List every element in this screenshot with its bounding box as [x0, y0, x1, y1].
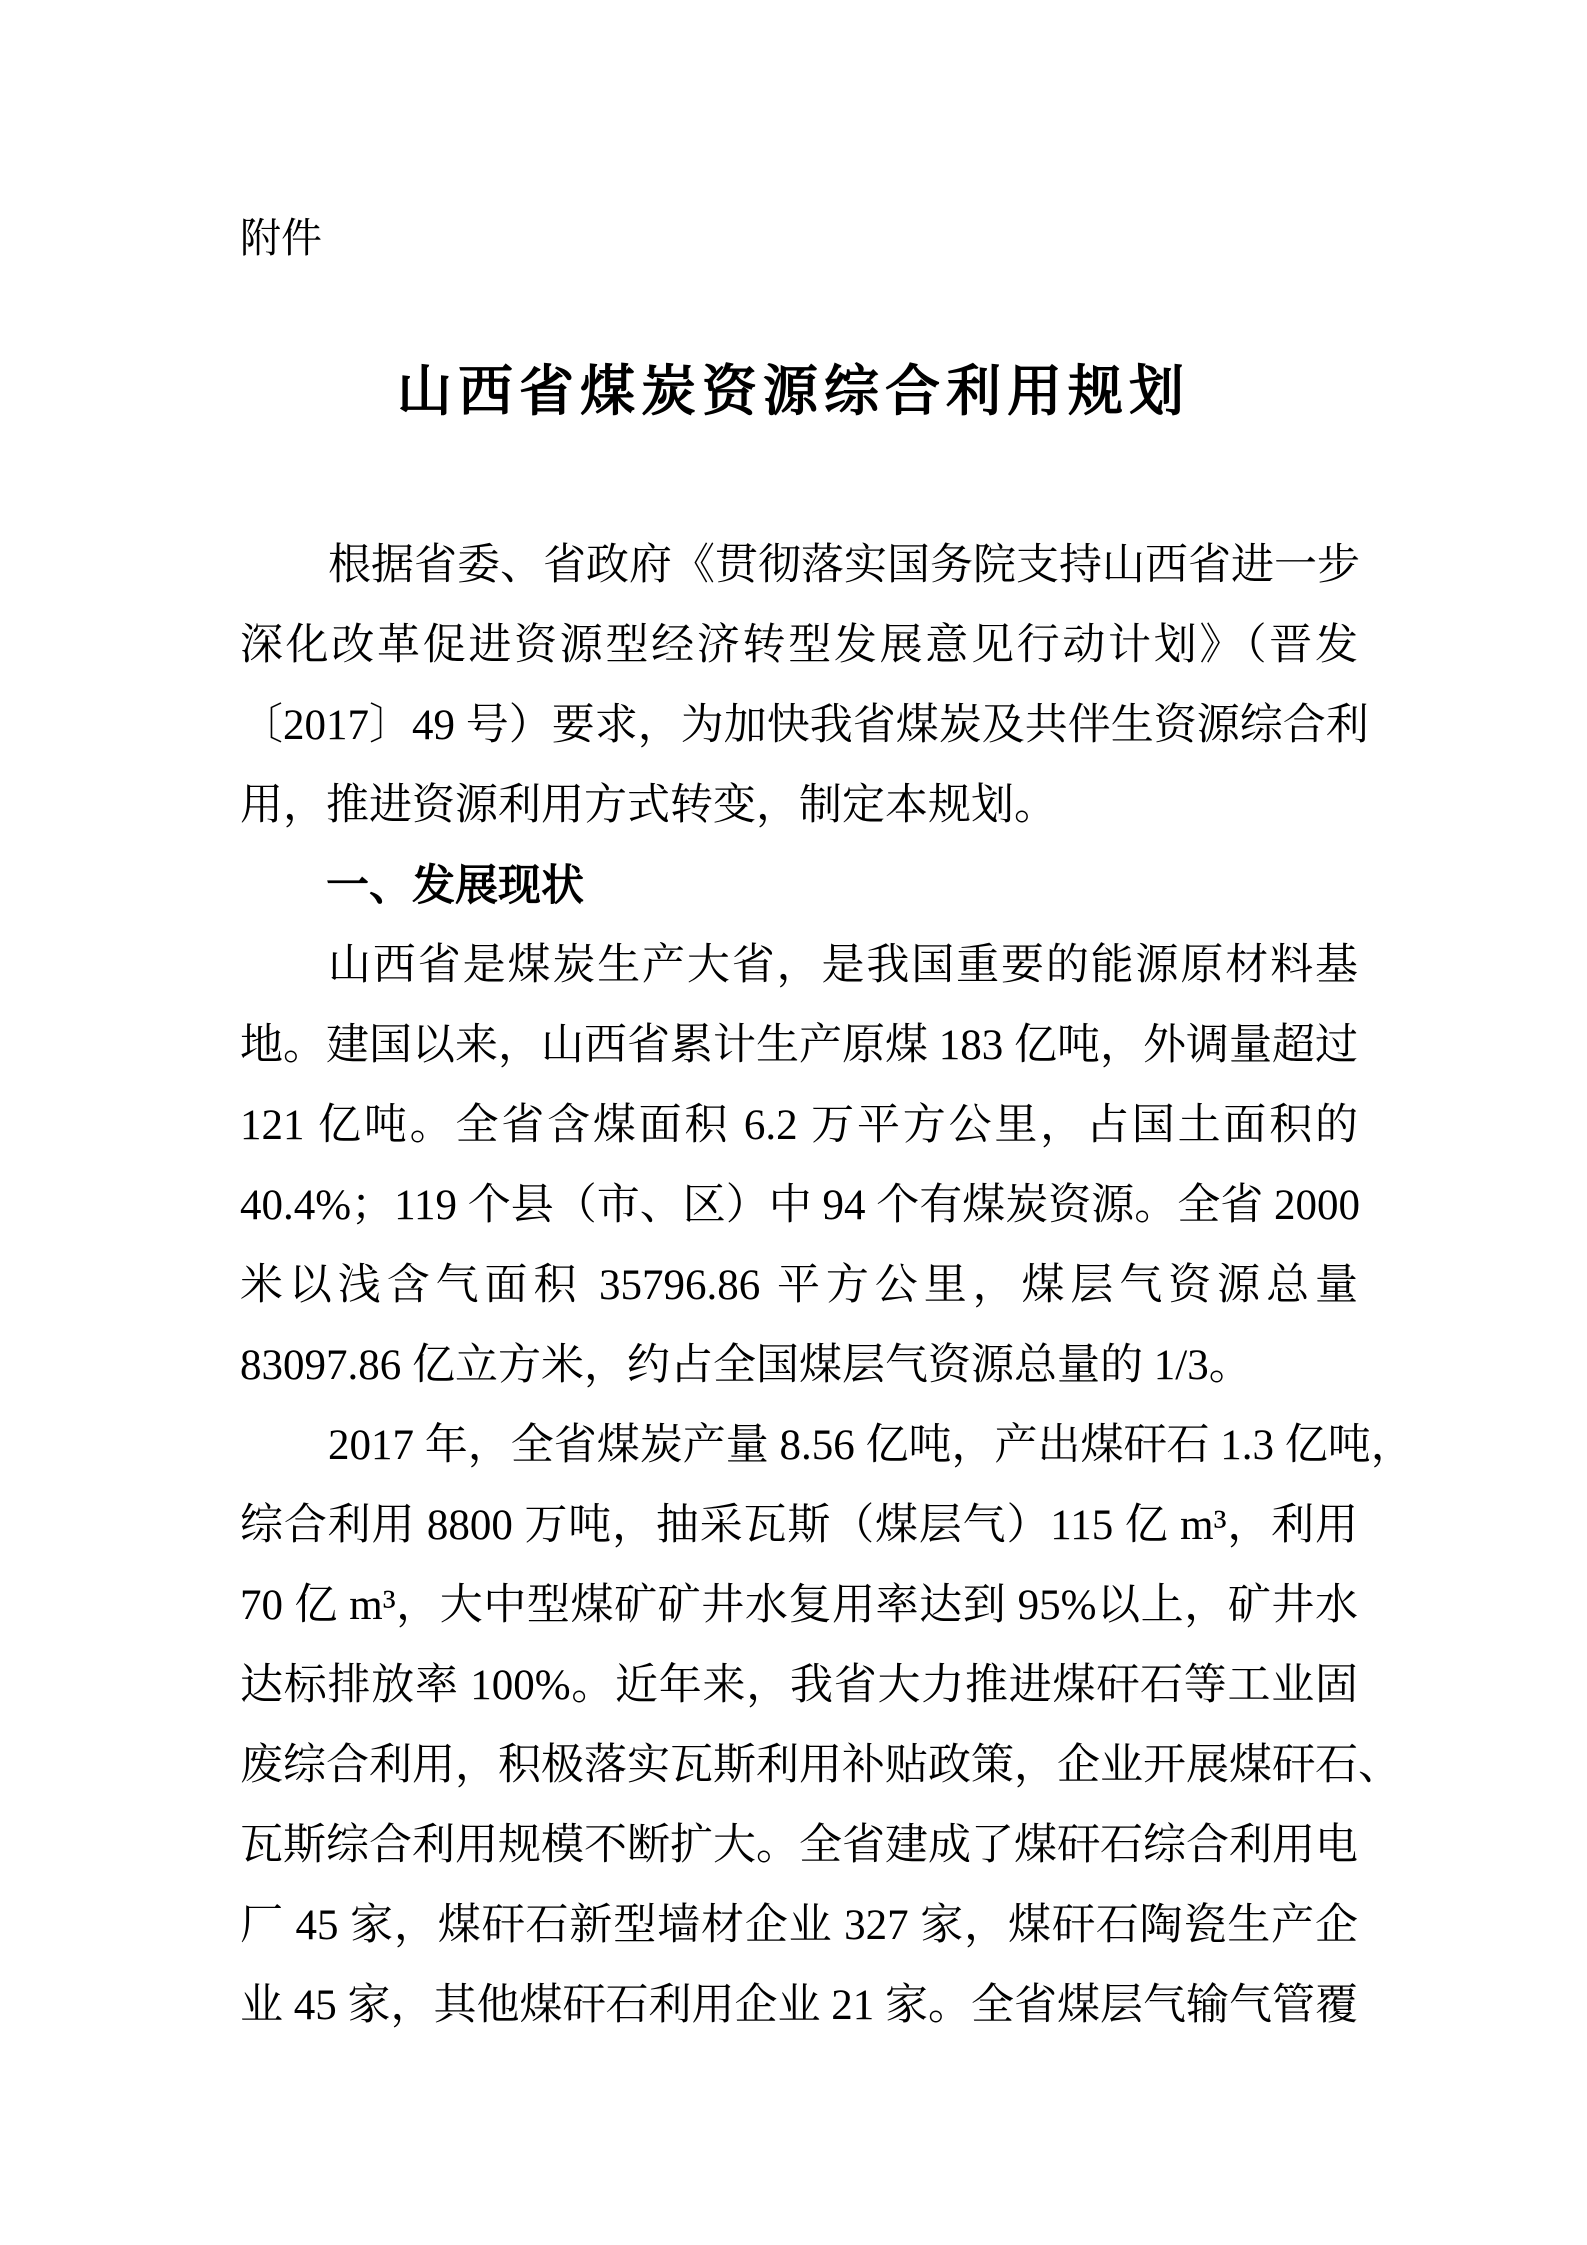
paragraph-line: 83097.86 亿立方米，约占全国煤层气资源总量的 1/3。: [240, 1342, 1252, 1389]
paragraph-line: 用，推进资源利用方式转变，制定本规划。: [240, 782, 1057, 829]
paragraph-line: 瓦斯综合利用规模不断扩大。全省建成了煤矸石综合利用电: [240, 1822, 1358, 1869]
document-title: 山西省煤炭资源综合利用规划: [396, 360, 1190, 422]
paragraph-line: 综合利用 8800 万吨，抽采瓦斯（煤层气）115 亿 m³，利用: [240, 1502, 1358, 1549]
paragraph-line: 山西省是煤炭生产大省，是我国重要的能源原材料基: [328, 942, 1358, 989]
attachment-label: 附件: [240, 215, 322, 261]
paragraph-line: 地。建国以来，山西省累计生产原煤 183 亿吨，外调量超过: [240, 1022, 1358, 1069]
paragraph-line: 厂 45 家，煤矸石新型墙材企业 327 家，煤矸石陶瓷生产企: [240, 1902, 1358, 1949]
paragraph-line: 达标排放率 100%。近年来，我省大力推进煤矸石等工业固: [240, 1662, 1358, 1709]
paragraph-line: 〔2017〕49 号）要求，为加快我省煤炭及共伴生资源综合利: [240, 702, 1369, 749]
paragraph-line: 121 亿吨。全省含煤面积 6.2 万平方公里，占国土面积的: [240, 1102, 1358, 1149]
paragraph-line: 70 亿 m³，大中型煤矿矿井水复用率达到 95%以上，矿井水: [240, 1582, 1358, 1629]
paragraph-line: 深化改革促进资源型经济转型发展意见行动计划》（晋发: [240, 622, 1358, 669]
paragraph-line: 40.4%；119 个县（市、区）中 94 个有煤炭资源。全省 2000: [240, 1182, 1360, 1229]
paragraph-line: 根据省委、省政府《贯彻落实国务院支持山西省进一步: [328, 542, 1360, 589]
paragraph-line: 废综合利用，积极落实瓦斯利用补贴政策，企业开展煤矸石、: [240, 1742, 1401, 1789]
section-heading: 一、发展现状: [326, 862, 584, 910]
paragraph-line: 米以浅含气面积 35796.86 平方公里，煤层气资源总量: [240, 1262, 1358, 1309]
paragraph-line: 业 45 家，其他煤矸石利用企业 21 家。全省煤层气输气管覆: [240, 1982, 1358, 2029]
paragraph-line: 2017 年，全省煤炭产量 8.56 亿吨，产出煤矸石 1.3 亿吨，: [328, 1422, 1414, 1469]
document-body: [240, 526, 1414, 2046]
